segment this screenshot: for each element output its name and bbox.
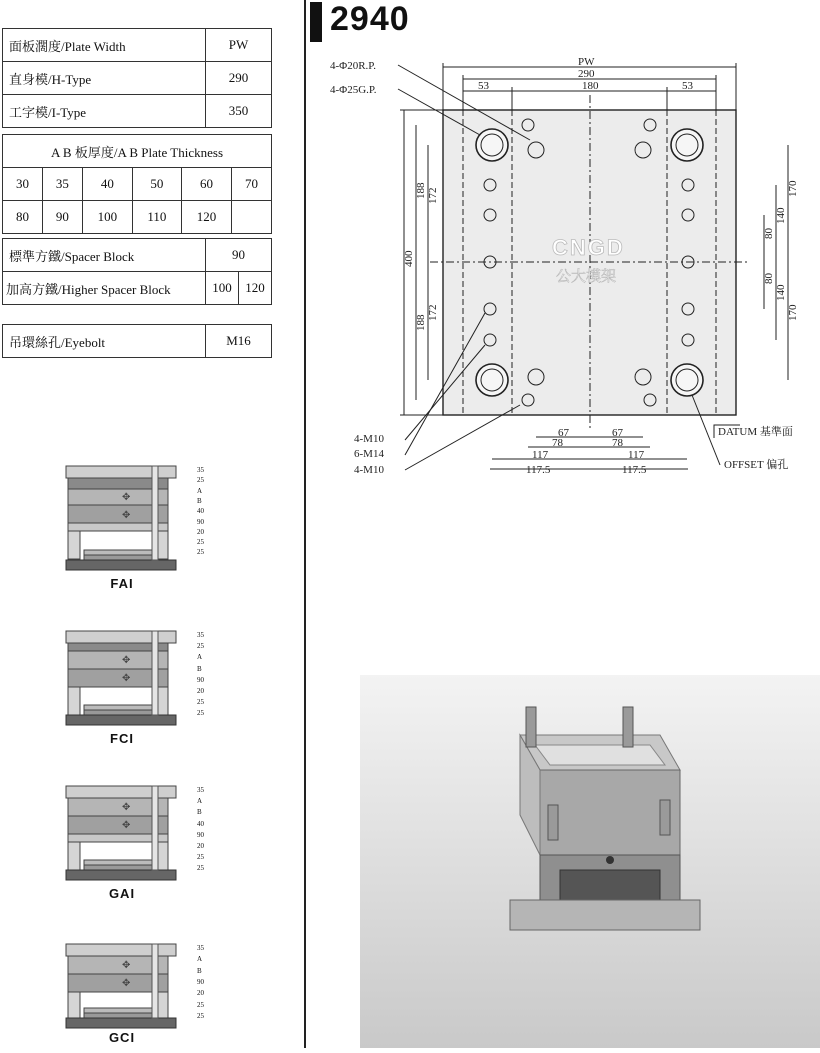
layer-label: 20: [197, 842, 204, 850]
dim-78-left: 78: [552, 437, 563, 449]
higher-spacer-value: 100: [206, 272, 239, 305]
ab-thickness-cell: 35: [42, 168, 82, 201]
dim-117-right: 117: [628, 449, 645, 461]
svg-text:✥: ✥: [122, 802, 131, 813]
m10-label-bottom: 4-M10: [354, 464, 384, 476]
mold-type-diagrams: [60, 460, 220, 1040]
layer-label: 25: [197, 548, 204, 557]
layer-label: 90: [197, 517, 204, 526]
ab-thickness-cell: [231, 201, 271, 234]
layer-label: 25: [197, 538, 204, 547]
gci-diagram: [66, 944, 176, 1028]
plate-width-table: [2, 28, 272, 128]
dim-117-left: 117: [532, 449, 549, 461]
layer-label: 20: [197, 527, 204, 536]
layer-label: A: [197, 797, 203, 806]
rp-label: 4-Φ20R.P.: [330, 60, 376, 72]
eyebolt-value: M16: [206, 325, 272, 358]
gai-label: GAI: [108, 886, 136, 901]
layer-label: 20: [197, 989, 204, 998]
ab-thickness-cell: 120: [182, 201, 232, 234]
title-bar: [310, 2, 322, 42]
layer-label: 35: [197, 631, 204, 639]
layer-label: 35: [197, 466, 204, 474]
higher-spacer-value: 120: [239, 272, 272, 305]
plate-width-value: PW: [206, 29, 272, 62]
layer-label: 25: [197, 1011, 204, 1020]
ab-thickness-cell: 110: [132, 201, 181, 234]
layer-label: 25: [197, 476, 204, 485]
dim-172-bottom: 172: [427, 304, 439, 321]
dim-400: 400: [403, 250, 415, 267]
fai-label: FAI: [110, 576, 134, 591]
layer-label: 35: [197, 786, 204, 794]
layer-label: 25: [197, 864, 204, 873]
offset-label: OFFSET 偏孔: [724, 459, 789, 471]
dim-170-bottom: 170: [787, 304, 799, 321]
layer-label: 25: [197, 698, 204, 707]
mold-photo: [360, 675, 820, 1048]
dim-172-top: 172: [427, 187, 439, 204]
svg-text:✥: ✥: [122, 960, 131, 971]
eyebolt-label: 吊環絲孔/Eyebolt: [3, 325, 206, 358]
h-type-value: 290: [206, 62, 272, 95]
layer-label: A: [197, 955, 203, 964]
fai-diagram: [66, 466, 176, 570]
dim-188-top: 188: [415, 182, 427, 199]
ab-plate-title: A B 板厚度/A B Plate Thickness: [3, 135, 272, 168]
layer-label: 90: [197, 977, 204, 986]
dim-78-right: 78: [612, 437, 623, 449]
dim-188-bottom: 188: [415, 314, 427, 331]
datum-label: DATUM 基準面: [718, 426, 793, 438]
dim-170-top: 170: [787, 180, 799, 197]
fci-diagram: [66, 631, 176, 725]
layer-label: B: [197, 664, 202, 673]
layer-label: A: [197, 653, 203, 662]
gp-label: 4-Φ25G.P.: [330, 84, 377, 96]
spacer-block-label: 標準方鐵/Spacer Block: [3, 239, 206, 272]
dim-67-right: 67: [612, 427, 623, 439]
layer-label: 40: [197, 507, 204, 516]
gci-label: GCI: [108, 1030, 136, 1045]
ab-plate-table: [2, 134, 272, 234]
ab-thickness-cell: 100: [82, 201, 132, 234]
spacer-table: [2, 238, 272, 305]
i-type-value: 350: [206, 95, 272, 128]
svg-text:✥: ✥: [122, 673, 131, 684]
svg-text:✥: ✥: [122, 655, 131, 666]
dim-53-left: 53: [478, 80, 489, 92]
cngd-logo-cn: 公大模架: [556, 267, 617, 285]
m14-label: 6-M14: [354, 448, 384, 460]
dim-140-bottom: 140: [775, 284, 787, 301]
ab-thickness-cell: 50: [132, 168, 181, 201]
dim-290: 290: [578, 68, 595, 80]
cngd-logo: CNGD: [552, 235, 625, 260]
ab-thickness-cell: 80: [3, 201, 43, 234]
layer-label: 25: [197, 642, 204, 651]
layer-label: A: [197, 486, 203, 495]
layer-label: 25: [197, 853, 204, 862]
spacer-block-value: 90: [206, 239, 272, 272]
dim-67-left: 67: [558, 427, 569, 439]
mold-base-illustration: [360, 675, 820, 1048]
dim-53-right: 53: [682, 80, 693, 92]
i-type-label: 工字模/I-Type: [3, 95, 206, 128]
eyebolt-table: [2, 324, 272, 358]
dim-117-5-right: 117.5: [622, 464, 647, 476]
dim-80-bottom: 80: [763, 273, 775, 284]
layer-label: B: [197, 496, 202, 505]
m10-label-top: 4-M10: [354, 433, 384, 445]
dim-117-5-left: 117.5: [526, 464, 551, 476]
fci-label: FCI: [110, 731, 134, 746]
layer-label: 35: [197, 944, 204, 952]
ab-thickness-cell: 70: [231, 168, 271, 201]
layer-label: 25: [197, 1000, 204, 1009]
svg-text:✥: ✥: [122, 492, 131, 503]
h-type-label: 直身模/H-Type: [3, 62, 206, 95]
dim-80-top: 80: [763, 228, 775, 239]
dim-pw: PW: [578, 56, 595, 68]
layer-label: 40: [197, 819, 204, 828]
ab-thickness-cell: 40: [82, 168, 132, 201]
technical-drawing: [320, 55, 815, 485]
layer-label: 20: [197, 687, 204, 695]
plate-width-label: 面板濶度/Plate Width: [3, 29, 206, 62]
layer-label: B: [197, 808, 202, 817]
layer-label: 90: [197, 675, 204, 684]
layer-label: B: [197, 966, 202, 975]
dim-140-top: 140: [775, 207, 787, 224]
ab-thickness-cell: 30: [3, 168, 43, 201]
layer-label: 25: [197, 709, 204, 718]
layer-label: 90: [197, 830, 204, 839]
svg-text:✥: ✥: [122, 820, 131, 831]
gai-diagram: [66, 786, 176, 880]
higher-spacer-label: 加高方鐵/Higher Spacer Block: [3, 272, 206, 305]
svg-text:✥: ✥: [122, 978, 131, 989]
ab-thickness-cell: 60: [182, 168, 232, 201]
svg-text:✥: ✥: [122, 510, 131, 521]
dim-180: 180: [582, 80, 599, 92]
ab-thickness-cell: 90: [42, 201, 82, 234]
column-divider: [304, 0, 306, 1048]
model-title: 2940: [330, 0, 410, 38]
